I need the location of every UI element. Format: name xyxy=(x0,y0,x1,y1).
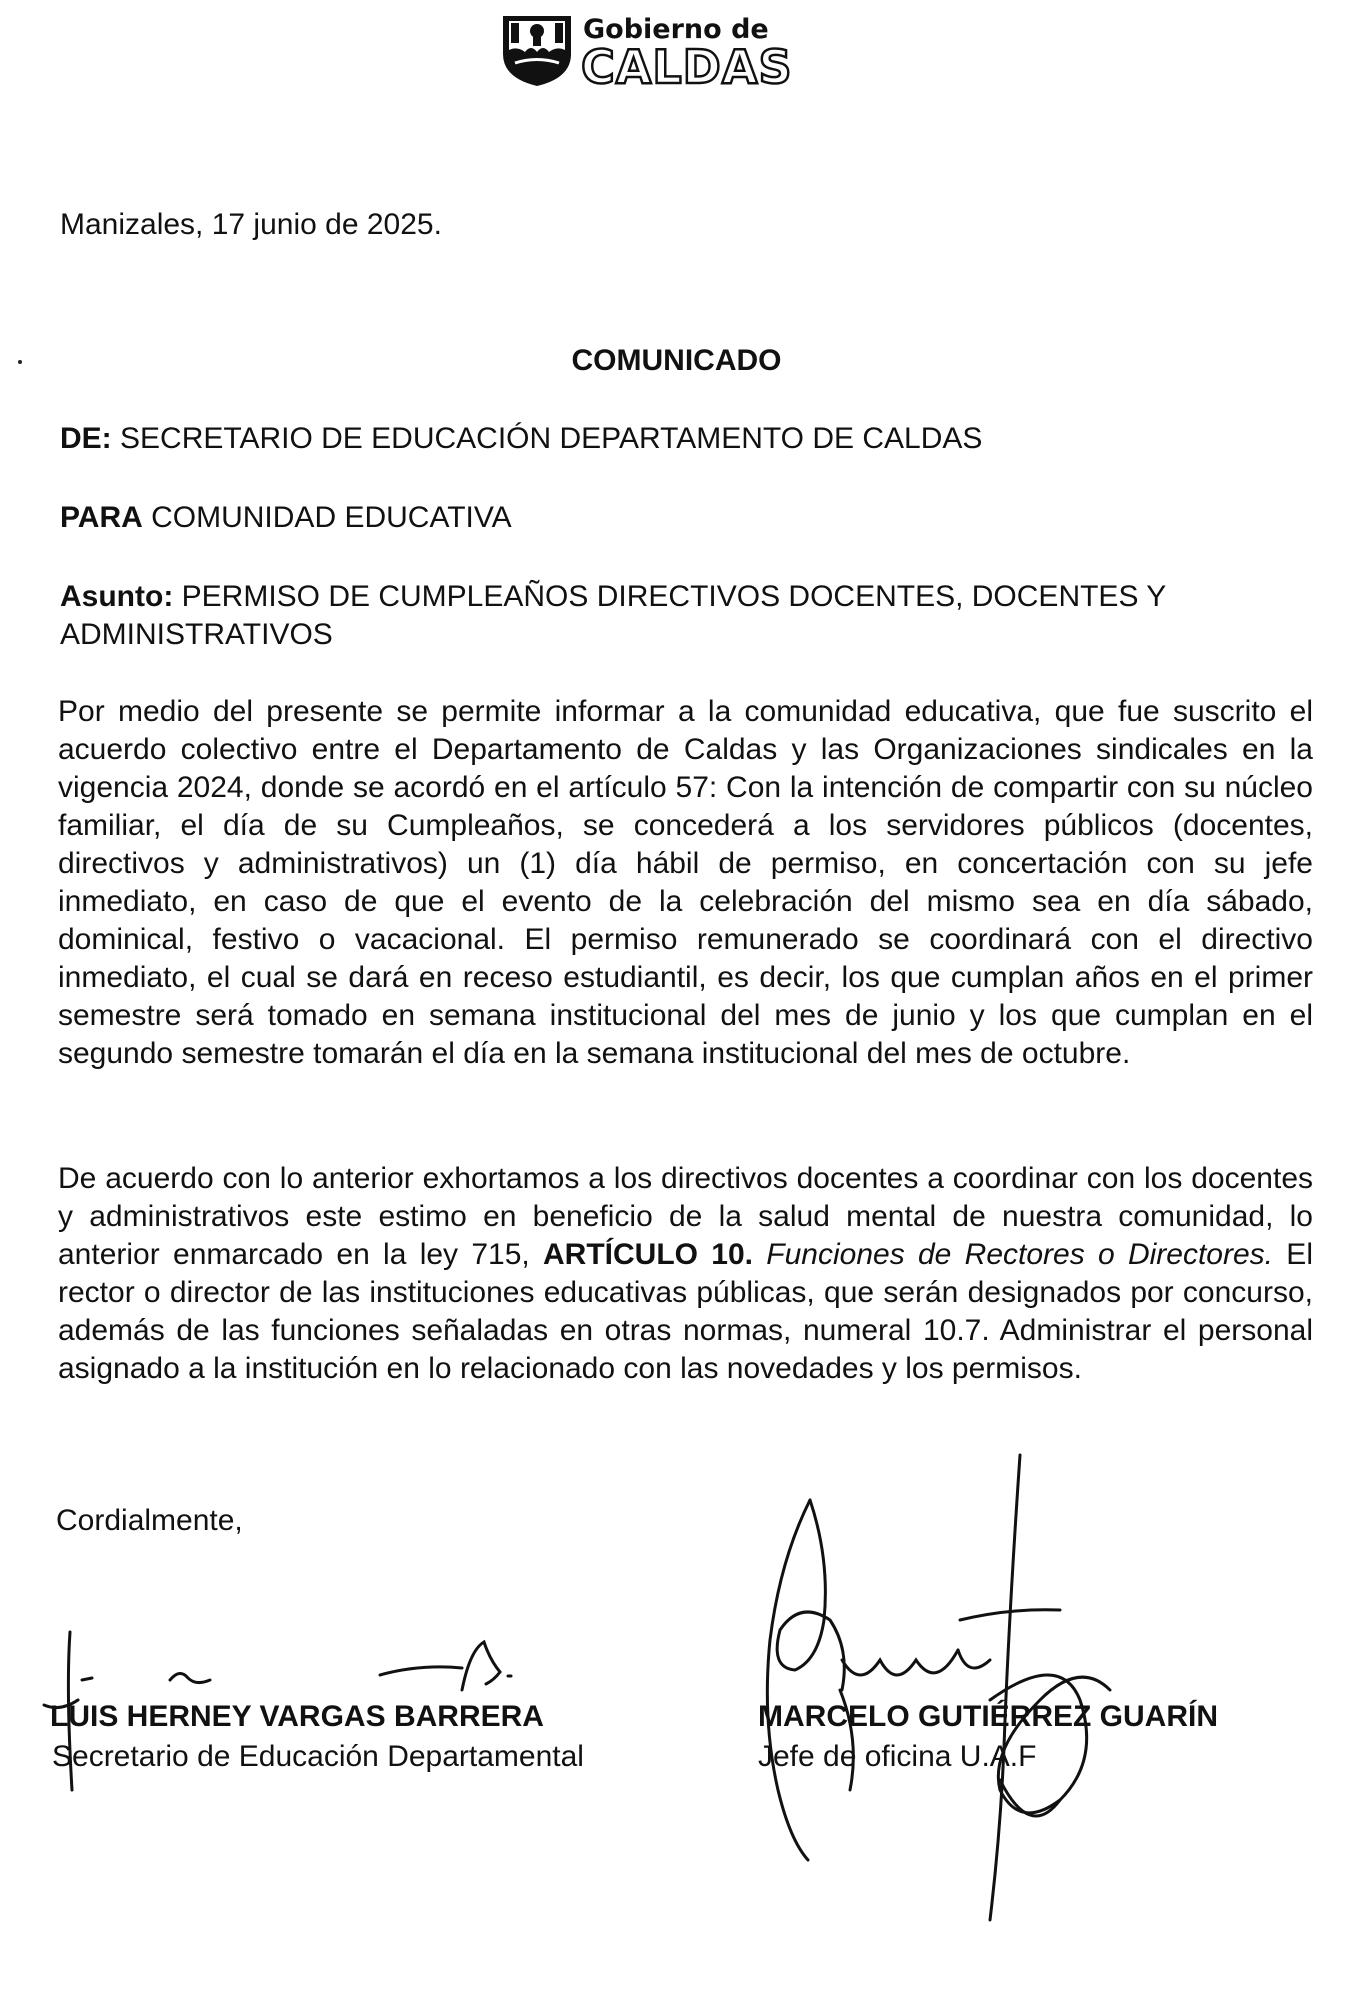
signature-2 xyxy=(767,1455,1110,1920)
logo-line2: CALDAS xyxy=(581,40,793,94)
closing-salutation: Cordialmente, xyxy=(56,1504,243,1537)
document-date: Manizales, 17 junio de 2025. xyxy=(60,208,442,241)
paragraph2-article: ARTÍCULO 10. xyxy=(543,1238,753,1271)
body-paragraph-2 xyxy=(58,1160,1313,1388)
signatory-1-role: Secretario de Educación Departamental xyxy=(52,1740,584,1773)
body-paragraph-1: Por medio del presente se permite informar a la comunidad educativa, que fue suscrito el acuerdo colectivo entre el Departamento de Caldas y las Organizaciones sindicales en la vigencia 2024, donde se acordó en el artículo 57: Con la intención de compartir con su núcleo familiar, el día de su Cumpleaños, se concederá a los servidores públicos (docentes, directivos y administrativos) un (1) día hábil de permiso, en concertación con su jefe inmediato, en caso de que el evento de la celebración del mismo sea en día sábado, dominical, festivo o vacacional. El permiso remunerado se coordinará con el directivo inmediato, el cual se dará en receso estudiantil, es decir, los que cumplan años en el primer semestre será tomado en semana institucional del mes de junio y los que cumplan en el segundo semestre tomarán el día en la semana institucional del mes de octubre. xyxy=(58,695,1313,1070)
signatory-2-name: MARCELO GUTIÉRREZ GUARÍN xyxy=(758,1700,1218,1733)
signatory-1-name: LUIS HERNEY VARGAS BARRERA xyxy=(50,1700,544,1733)
from-line xyxy=(60,420,982,458)
paragraph2-text-b: El rector o director de las instituciones educativas públicas, que serán designados por concurso, además de las funciones señaladas en otras normas, numeral 10.7. Administrar el personal asignado a la institución en lo relacionado con las novedades y los permisos. xyxy=(58,1238,1313,1385)
from-value: SECRETARIO DE EDUCACIÓN DEPARTAMENTO DE CALDAS xyxy=(111,422,983,455)
to-value: COMUNIDAD EDUCATIVA xyxy=(142,501,512,534)
to-label: PARA xyxy=(60,501,143,534)
logo-line1: Gobierno de xyxy=(583,14,769,45)
from-label: DE: xyxy=(60,422,112,455)
subject-line xyxy=(60,578,1320,654)
signatory-2-role: Jefe de oficina U.A.F xyxy=(758,1740,1037,1773)
paragraph2-text-a: De acuerdo con lo anterior exhortamos a los directivos docentes a coordinar con los docentes y administrativos este estimo en beneficio de la salud mental de nuestra comunidad, lo anterior enmarcado en la ley 715, xyxy=(58,1162,1313,1271)
subject-value: PERMISO DE CUMPLEAÑOS DIRECTIVOS DOCENTES, DOCENTES Y ADMINISTRATIVOS xyxy=(60,580,1166,651)
paragraph2-italic: Funciones de Rectores o Directores. xyxy=(753,1238,1274,1271)
subject-label: Asunto: xyxy=(60,580,174,613)
to-line xyxy=(60,499,512,537)
document-title: COMUNICADO xyxy=(571,344,782,377)
shield-crest-icon xyxy=(497,8,577,88)
gobierno-caldas-logo xyxy=(497,8,837,94)
